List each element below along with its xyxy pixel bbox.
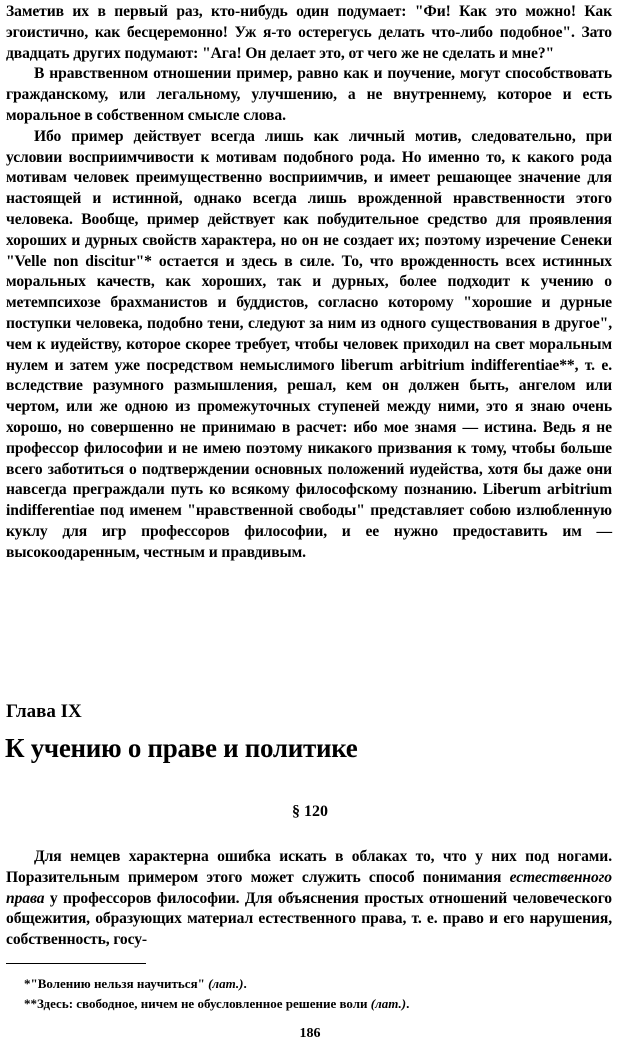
chapter-label: Глава IX [6,701,82,722]
footnote-mark: * [24,976,31,991]
footnotes [24,974,409,1014]
footnote-mark: ** [24,996,37,1011]
footnote-divider [6,963,146,964]
footnote-text: Здесь: свободное, ничем не обусловленное решение воли [37,996,371,1011]
footnote-2 [24,994,409,1014]
chapter-title: К учению о праве и политике [5,733,358,763]
footnote-lang: (лат.) [370,996,407,1011]
page-number: 186 [299,1026,321,1041]
footnote-1 [24,974,409,994]
paragraph-example-moral: В нравственном отношении пример, равно как и поучение, могут способствовать гражданскому, или легальному, улучшению, а не внутреннему, которое и есть моральное в собственном смысле слова. [6,65,612,124]
footnote-end: . [406,996,410,1011]
paragraph-example-motive: Ибо пример действует всегда лишь как личный мотив, следовательно, при условии восприимчивости к мотивам подобного рода. Но именно то, к какого рода мотивам человек преимущественно восприимчив, и имеет решающее значение для настоящей и истинной, однако всегда лишь врожденной нравственности этого человека. Вообще, пример действует как побудительное средство для проявления хороших и дурных свойств характера, но он не создает их; поэтому изречение Сенеки "Velle non discitur"* остается и здесь в силе. То, что врожденность всех истинных моральных качеств, как хороших, так и дурных, более подходит к учению о метемпсихозе брахманистов и буддистов, согласно которому "хорошие и дурные поступки человека, подобно тени, следуют за ним из одного существования в другое", чем к иудейству, которое скорее требует, чтобы человек приходил на свет моральным нулем и затем уже посредством немыслимого liberum arbitrium indifferentiae**, т. е. вследствие разумного размышления, решал, кем он должен быть, ангелом или чертом, или же одною из промежуточных ступеней между ними, это я знаю очень хорошо, но совершенно не принимаю в расчет: ибо мое знамя — истина. Ведь я не профессор философии и не имею поэтому никакого призвания к тому, чтобы больше всего заботиться о подтверждении основных положений иудейства, хотя бы даже они навсегда преграждали путь ко всякому философскому познанию. Liberum arbitrium indifferentiae под именем "нравственной свободы" представляет собою излюбленную куклу для игр профессоров философии, и ее нужно предоставить им — высокоодаренным, честным и правдивым. [6,127,612,561]
section-number: § 120 [292,803,328,820]
top-text-block [6,2,612,564]
paragraph-text-end: у профессоров философии. Для объяснения простых отношений человеческого общежития, образующих материал естественного права, т. е. право и его нарушения, собственность, госу- [6,889,612,949]
paragraph-text-start: Для немцев характерна ошибка искать в облаках то, что у них под ногами. Поразительным примером этого может служить способ понимания [6,848,612,886]
footnote-lang: (лат.) [208,976,244,991]
footnote-end: . [243,976,247,991]
paragraph-continued: Заметив их в первый раз, кто-нибудь один подумает: "Фи! Как это можно! Как эгоистично, как бесцеремонно! Уж я-то остерегусь делать что-либо подобное". Зато двадцать других подумают: "Ага! Он делает это, от чего же не сделать и мне?" [6,3,612,62]
italic-term: естественного права [6,868,612,907]
paragraph-natural-law [6,847,612,951]
bottom-text-block [6,847,612,951]
footnote-text: "Волению нельзя научиться" [30,976,209,991]
